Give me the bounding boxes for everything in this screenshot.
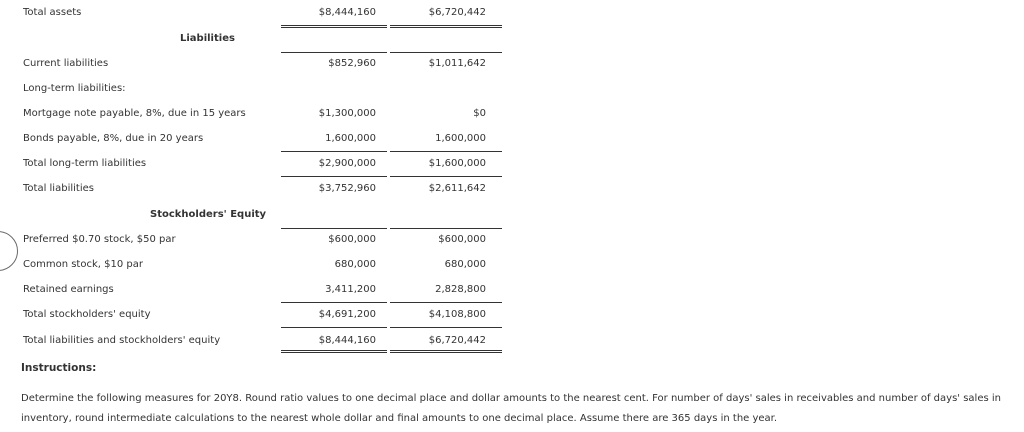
value-20y8: $8,444,160 <box>318 7 376 18</box>
value-20y7: 2,828,800 <box>435 284 486 295</box>
instructions-text: Determine the following measures for 20Y8. Round ratio values to one decimal place and dollar amounts to the nearest cent. For number of days' sales in receivables and number of days' sales in inventory, round intermediate calculations to the nearest whole dollar and final amounts to one decimal place. Assume there are 365 days in the year. <box>21 393 1001 424</box>
value-20y7: $6,720,442 <box>428 7 486 18</box>
value-20y7: $0 <box>473 108 486 119</box>
value-20y7: 1,600,000 <box>435 133 486 144</box>
rule <box>281 228 387 229</box>
rule <box>281 327 387 328</box>
row-common-stock <box>0 257 1024 281</box>
value-20y7: $4,108,800 <box>428 309 486 320</box>
value-20y7: $1,011,642 <box>428 58 486 69</box>
row-current-liabilities <box>0 56 1024 80</box>
value-20y8: $2,900,000 <box>318 158 376 169</box>
row-total-liabilities <box>0 181 1024 205</box>
rule <box>281 302 387 303</box>
rule <box>390 228 502 229</box>
row-total-long-term <box>0 156 1024 180</box>
row-label: Total assets <box>23 7 82 18</box>
row-label: Preferred $0.70 stock, $50 par <box>23 234 176 245</box>
value-20y8: $600,000 <box>328 234 376 245</box>
value-20y7: $1,600,000 <box>428 158 486 169</box>
stockholders-equity-heading: Stockholders' Equity <box>150 209 267 220</box>
row-label: Total liabilities and stockholders' equity <box>23 335 221 346</box>
double-underline <box>281 350 387 353</box>
value-20y8: $1,300,000 <box>318 108 376 119</box>
value-20y7: $600,000 <box>438 234 486 245</box>
row-long-term-heading <box>0 81 1024 105</box>
value-20y8: 680,000 <box>334 259 376 270</box>
row-label: Current liabilities <box>23 58 109 69</box>
row-label: Retained earnings <box>23 284 114 295</box>
value-20y8: 1,600,000 <box>325 133 376 144</box>
double-underline <box>390 25 502 28</box>
value-20y8: $852,960 <box>328 58 376 69</box>
row-bonds <box>0 131 1024 155</box>
row-label: Total liabilities <box>23 183 94 194</box>
row-label: Mortgage note payable, 8%, due in 15 years <box>23 108 246 119</box>
rule <box>281 176 387 177</box>
row-label: Bonds payable, 8%, due in 20 years <box>23 133 204 144</box>
row-total-assets <box>0 5 1024 29</box>
value-20y8: $4,691,200 <box>318 309 376 320</box>
row-retained-earnings <box>0 282 1024 306</box>
value-20y8: $3,752,960 <box>318 183 376 194</box>
value-20y7: $2,611,642 <box>428 183 486 194</box>
rule <box>390 302 502 303</box>
double-underline <box>281 25 387 28</box>
row-label: Total long-term liabilities <box>23 158 147 169</box>
rule <box>281 52 387 53</box>
value-20y8: $8,444,160 <box>318 335 376 346</box>
row-preferred-stock <box>0 232 1024 256</box>
row-mortgage <box>0 106 1024 130</box>
value-20y7: $6,720,442 <box>428 335 486 346</box>
row-total-stockholders-equity <box>0 307 1024 331</box>
value-20y8: 3,411,200 <box>325 284 376 295</box>
rule <box>390 327 502 328</box>
double-underline <box>390 350 502 353</box>
rule <box>390 176 502 177</box>
rule <box>281 151 387 152</box>
row-total-liabilities-and-equity <box>0 333 1024 357</box>
liabilities-heading: Liabilities <box>180 33 235 44</box>
rule <box>390 151 502 152</box>
rule <box>390 52 502 53</box>
row-label: Common stock, $10 par <box>23 259 143 270</box>
value-20y7: 680,000 <box>444 259 486 270</box>
row-label: Long-term liabilities: <box>23 83 126 94</box>
row-label: Total stockholders' equity <box>23 309 151 320</box>
instructions-title: Instructions: <box>21 362 97 374</box>
